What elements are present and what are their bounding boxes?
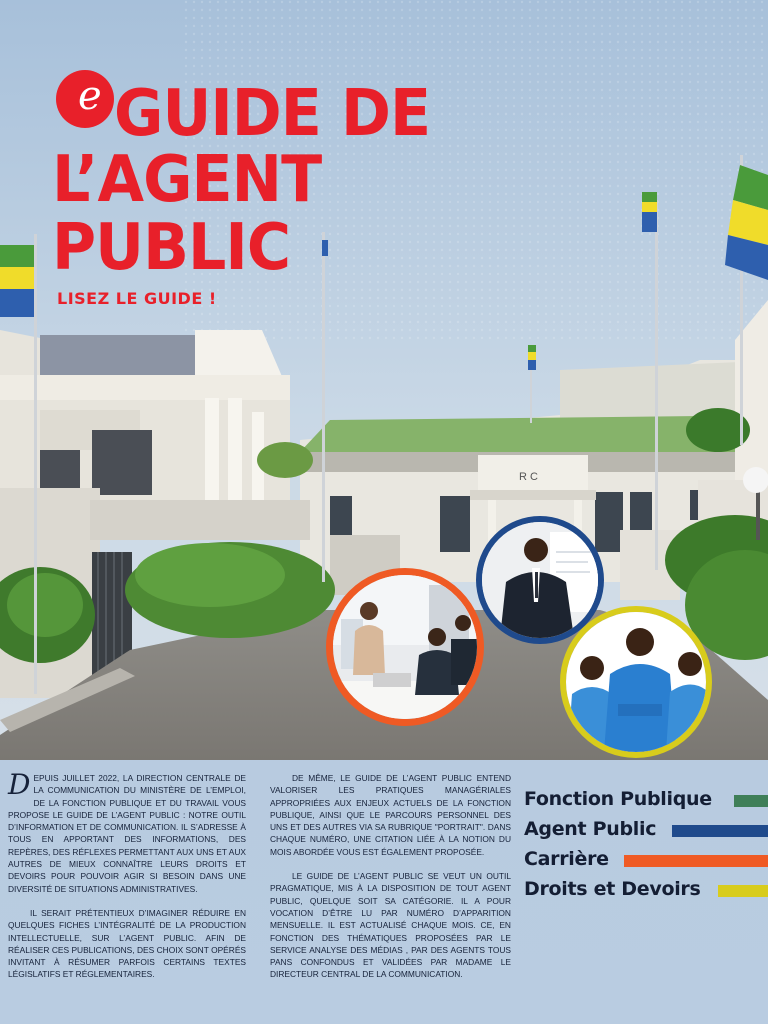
topic-carriere[interactable]: [520, 846, 768, 876]
topic-color-bar: [624, 855, 768, 867]
dropcap: D: [8, 768, 31, 801]
topic-droits-et-devoirs[interactable]: [520, 876, 768, 906]
title-line-3: PUBLIC: [52, 211, 291, 285]
topic-list: [520, 786, 768, 906]
topic-label: Carrière: [524, 848, 609, 870]
guide-logo: [56, 70, 114, 128]
article-column-1: [8, 768, 246, 993]
intro-panel: [0, 760, 768, 1024]
topic-label: Agent Public: [524, 818, 657, 840]
article-column-2: [270, 772, 511, 993]
article-paragraph: DE MÊME, LE GUIDE DE L’AGENT PUBLIC ENTEND VALORISER LES PRATIQUES MANAGÉRIALES APPROPRIÉES AUX ENJEUX ACTUELS DE LA FONCTION PUBLIQUE, AINSI QUE LE PARCOURS PERSONNEL DES UNS ET DES AUTRES VIA SA RUBRIQUE "PORTRAIT". DANS CHAQUE NUMÉRO, UNE CITATION LIÉE À LA NOTION DU MOIS ABORDÉE VOUS EST ÉGALEMENT PROPOSÉE.: [270, 773, 511, 857]
read-guide-cta[interactable]: LISEZ LE GUIDE !: [57, 289, 217, 308]
meeting-photo-circle: [326, 568, 484, 726]
title-line-1: GUIDE DE: [114, 77, 431, 151]
article-paragraph: [8, 768, 246, 895]
paragraph-text: EPUIS JUILLET 2022, LA DIRECTION CENTRALE DE LA COMMUNICATION DU MINISTÈRE DE L’EMPLOI, DE LA FONCTION PUBLIQUE ET DU TRAVAIL VOUS PROPOSE LE GUIDE DE L’AGENT PUBLIC : NOTRE OUTIL D’INFORMATION ET DE COMMUNICATION. IL S’ADRESSE À TOUS EN APPORTANT DES INFORMATIONS, DES REPÈRES, DES RÉFLEXES PERMETTANT AUX UNS ET AUX AUTRES DE MIEUX CONNAÎTRE LEURS DROITS ET DEVOIRS POUR POUVOIR AGIR SI BESOIN DANS UNE DIVERSITÉ DE SITUATIONS ADMINISTRATIVES.: [8, 773, 246, 894]
topic-color-bar: [718, 885, 768, 897]
building-sign: R C: [519, 471, 538, 483]
title-line-2: L’AGENT: [52, 143, 322, 217]
medical-staff-photo-circle: [560, 606, 712, 758]
topic-agent-public[interactable]: [520, 816, 768, 846]
topic-label: Fonction Publique: [524, 788, 712, 810]
topic-label: Droits et Devoirs: [524, 878, 701, 900]
article-paragraph: LE GUIDE DE L’AGENT PUBLIC SE VEUT UN OUTIL PRAGMATIQUE, MIS À LA DISPOSITION DE TOUT AGENT PUBLIC, QUELQUE SOIT SA CATÉGORIE. IL A POUR VOCATION D’ÊTRE LU PAR NUMÉRO D’APPARITION MENSUELLE. IL EST ACTUALISÉ CHAQUE MOIS. CE, EN FONCTION DES THÉMATIQUES PROPOSÉES PAR LE SERVICE ANALYSE DES MÉDIAS , PAR DES AGENTS TOUS PANS CONFONDUS ET VALIDÉES PAR MADAME LE DIRECTEUR CENTRAL DE LA COMMUNICATION.: [270, 871, 511, 980]
logo-letter: e: [78, 73, 102, 119]
topic-color-bar: [734, 795, 768, 807]
topic-fonction-publique[interactable]: [520, 786, 768, 816]
article-paragraph: IL SERAIT PRÉTENTIEUX D’IMAGINER RÉDUIRE EN QUELQUES FICHES L’INTÉGRALITÉ DE LA PRODUCTION INTELLECTUELLE, SUR L’AGENT PUBLIC. AFIN DE RÉALISER CES PUBLICATIONS, DES CHOIX SONT OPÉRÉS INVITANT À RÉSUMER PARFOIS CERTAINS TEXTES LÉGISLATIFS ET RÉGLEMENTAIRES.: [8, 907, 246, 980]
topic-color-bar: [672, 825, 768, 837]
